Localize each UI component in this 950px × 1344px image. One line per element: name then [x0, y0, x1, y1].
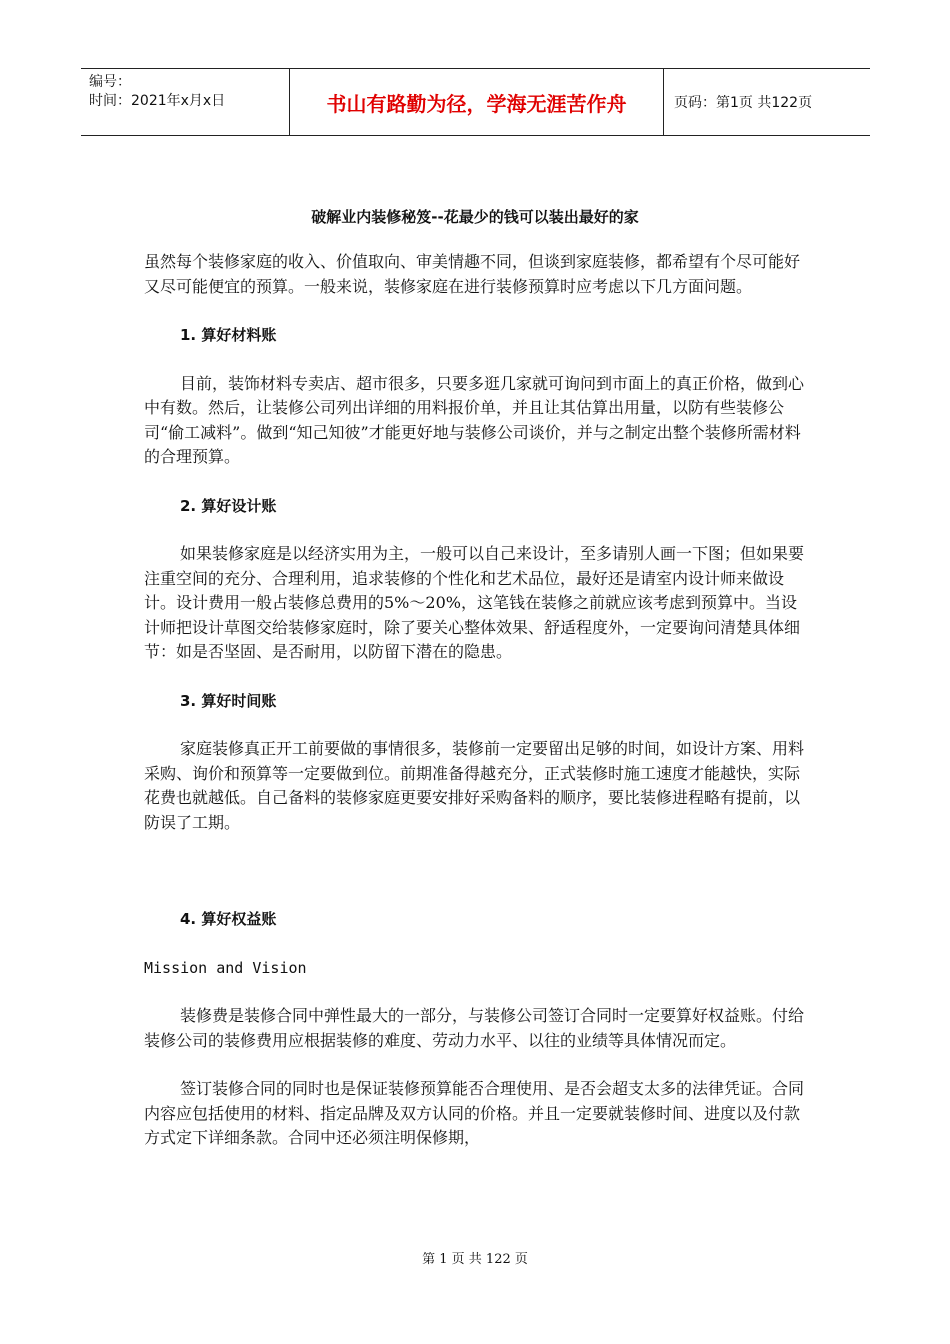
section-body-1: 目前，装饰材料专卖店、超市很多，只要多逛几家就可询问到市面上的真正价格，做到心中有数。然后，让装修公司列出详细的用料报价单，并且让其估算出用量，以防有些装修公司“偷工减料”。做到“知己知彼”才能更好地与装修公司谈价，并与之制定出整个装修所需材料的合理预算。 [144, 373, 805, 466]
section-heading-3: 3. 算好时间账 [180, 691, 277, 710]
header-info-cell [81, 69, 290, 136]
date-label: 时间：2021年x月x日 [89, 93, 226, 109]
section-heading-1: 1. 算好材料账 [180, 326, 277, 344]
mission-vision-line: Mission and Vision [144, 958, 307, 977]
section-body-4b: 签订装修合同的同时也是保证装修预算能否合理使用、是否会超支太多的法律凭证。合同内容应包括使用的材料、指定品牌及双方认同的价格。并且一定要就装修时间、进度以及付款方式定下详细条款。合同中还必须注明保修期， [144, 1079, 805, 1147]
document-title: 破解业内装修秘笈--花最少的钱可以装出最好的家 [311, 208, 639, 226]
number-label: 编号： [89, 74, 131, 90]
section-body-2: 如果装修家庭是以经济实用为主，一般可以自己来设计，至多请别人画一下图；但如果要注重空间的充分、合理利用，追求装修的个性化和艺术品位，最好还是请室内设计师来做设计。设计费用一般占装修总费用的5%～20%，这笔钱在装修之前就应该考虑到预算中。当设计师把设计草图交给装修家庭时，除了要关心整体效果、舒适程度外，一定要询问清楚具体细节：如是否坚固、是否耐用，以防留下潜在的隐患。 [144, 544, 805, 661]
section-heading-4: 4. 算好权益账 [180, 910, 277, 928]
motto: 书山有路勤为径，学海无涯苦作舟 [290, 69, 664, 136]
section-heading-2: 2. 算好设计账 [180, 496, 277, 515]
section-body-4a: 装修费是装修合同中弹性最大的一部分，与装修公司签订合同时一定要算好权益账。付给装修公司的装修费用应根据装修的难度、劳动力水平、以往的业绩等具体情况而定。 [144, 1006, 805, 1050]
intro-paragraph: 虽然每个装修家庭的收入、价值取向、审美情趣不同，但谈到家庭装修，都希望有个尽可能好又尽可能便宜的预算。一般来说，装修家庭在进行装修预算时应考虑以下几方面问题。 [144, 252, 801, 296]
page-footer: 第 1 页 共 122 页 [422, 1252, 528, 1267]
document-body [144, 250, 806, 1175]
page-code: 页码：第1页 共122页 [664, 69, 871, 136]
header-table [81, 68, 870, 136]
section-body-3: 家庭装修真正开工前要做的事情很多，装修前一定要留出足够的时间，如设计方案、用料采购、询价和预算等一定要做到位。前期准备得越充分，正式装修时施工速度才能越快，实际花费也就越低。自己备料的装修家庭更要安排好采购备料的顺序，要比装修进程略有提前，以防误了工期。 [144, 739, 805, 832]
